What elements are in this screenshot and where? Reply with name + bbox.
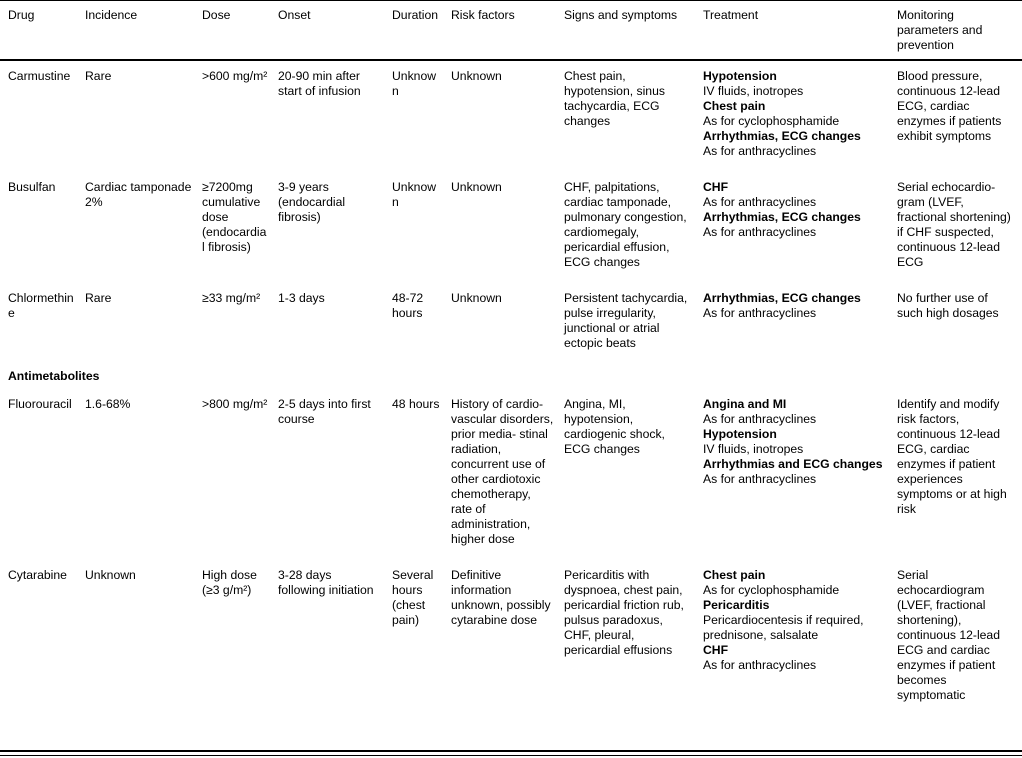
treatment-action: As for anthracyclines bbox=[703, 306, 817, 320]
treatment-condition: Chest pain bbox=[703, 568, 766, 582]
cell-dose: High dose (≥3 g/m²) bbox=[202, 568, 257, 597]
cell-risk_factors: Unknown bbox=[451, 291, 502, 305]
column-header-dose: Dose bbox=[202, 8, 231, 22]
cell-dose: >600 mg/m² bbox=[202, 69, 268, 83]
treatment-action: As for cyclophosphamide bbox=[703, 114, 840, 128]
drug-row bbox=[0, 389, 1022, 560]
drug-row bbox=[0, 560, 1022, 716]
cell-duration: 48 hours bbox=[392, 397, 440, 411]
treatment-action: As for anthracyclines bbox=[703, 472, 817, 486]
treatment-action: Pericardiocentesis if required, prednisone, salsalate bbox=[703, 613, 864, 642]
treatment-condition: Arrhythmias, ECG changes bbox=[703, 129, 861, 143]
cell-incidence: Unknown bbox=[85, 568, 136, 582]
cell-duration: Unknown bbox=[392, 180, 437, 209]
cell-risk_factors: History of cardio-vascular disorders, prior media- stinal radiation, concurrent use of other cardiotoxic chemotherapy, rate of administration, higher dose bbox=[451, 397, 554, 546]
cell-onset: 20-90 min after start of infusion bbox=[278, 69, 361, 98]
header-row bbox=[0, 1, 1022, 61]
cell-treatment bbox=[703, 389, 897, 560]
treatment-condition: Angina and MI bbox=[703, 397, 787, 411]
cell-drug: Chlormethine bbox=[8, 291, 74, 320]
treatment-condition: Hypotension bbox=[703, 427, 777, 441]
cell-treatment bbox=[703, 560, 897, 716]
treatment-condition: CHF bbox=[703, 643, 729, 657]
cell-signs_symptoms: Persistent tachycardia, pulse irregularity, junctional or atrial ectopic beats bbox=[564, 291, 688, 350]
cell-signs_symptoms: Angina, MI, hypotension, cardiogenic shock, ECG changes bbox=[564, 397, 665, 456]
column-header-drug: Drug bbox=[8, 8, 35, 22]
cell-incidence: Cardiac tamponade 2% bbox=[85, 180, 192, 209]
table-header bbox=[0, 1, 1022, 61]
cell-duration: Several hours (chest pain) bbox=[392, 568, 434, 627]
cell-onset: 3-28 days following initiation bbox=[278, 568, 374, 597]
cell-incidence: Rare bbox=[85, 291, 112, 305]
cell-dose: >800 mg/m² bbox=[202, 397, 268, 411]
section-row bbox=[0, 364, 1022, 389]
cell-signs_symptoms: Chest pain, hypotension, sinus tachycardia, ECG changes bbox=[564, 69, 665, 128]
cell-incidence: Rare bbox=[85, 69, 112, 83]
treatment-action: As for cyclophosphamide bbox=[703, 583, 840, 597]
cell-treatment bbox=[703, 172, 897, 283]
column-header-risk_factors: Risk factors bbox=[451, 8, 515, 22]
cell-incidence: 1.6-68% bbox=[85, 397, 131, 411]
cell-monitoring: Serial echocardio-gram (LVEF, fractional shortening) if CHF suspected, continuous 12-lead ECG bbox=[897, 180, 1011, 269]
treatment-condition: Pericarditis bbox=[703, 598, 770, 612]
treatment-action: As for anthracyclines bbox=[703, 225, 817, 239]
cell-risk_factors: Definitive information unknown, possibly cytarabine dose bbox=[451, 568, 551, 627]
cell-onset: 2-5 days into first course bbox=[278, 397, 371, 426]
treatment-condition: CHF bbox=[703, 180, 729, 194]
cell-drug: Busulfan bbox=[8, 180, 56, 194]
cell-risk_factors: Unknown bbox=[451, 69, 502, 83]
cell-duration: Unknown bbox=[392, 69, 437, 98]
cell-treatment bbox=[703, 60, 897, 172]
treatment-action: IV fluids, inotropes bbox=[703, 84, 804, 98]
cell-dose: ≥33 mg/m² bbox=[202, 291, 261, 305]
section-header: Antimetabolites bbox=[8, 369, 100, 383]
drug-row bbox=[0, 60, 1022, 172]
treatment-condition: Arrhythmias and ECG changes bbox=[703, 457, 883, 471]
treatment-condition: Arrhythmias, ECG changes bbox=[703, 291, 861, 305]
treatment-action: As for anthracyclines bbox=[703, 195, 817, 209]
drug-row bbox=[0, 172, 1022, 283]
column-header-incidence: Incidence bbox=[85, 8, 138, 22]
cell-drug: Fluorouracil bbox=[8, 397, 72, 411]
column-header-monitoring: Monitoring parameters and prevention bbox=[897, 8, 983, 52]
cell-monitoring: No further use of such high dosages bbox=[897, 291, 999, 320]
treatment-condition: Hypotension bbox=[703, 69, 777, 83]
cell-onset: 1-3 days bbox=[278, 291, 325, 305]
treatment-action: As for anthracyclines bbox=[703, 144, 817, 158]
table-bottom-rule bbox=[0, 750, 1022, 756]
column-header-duration: Duration bbox=[392, 8, 439, 22]
cell-onset: 3-9 years (endocardial fibrosis) bbox=[278, 180, 346, 224]
cell-treatment bbox=[703, 283, 897, 364]
column-header-signs_symptoms: Signs and symptoms bbox=[564, 8, 678, 22]
cell-monitoring: Identify and modify risk factors, continuous 12-lead ECG, cardiac enzymes if patient experiences symptoms or at high risk bbox=[897, 397, 1007, 516]
cell-drug: Cytarabine bbox=[8, 568, 67, 582]
cell-monitoring: Serial echocardiogram (LVEF, fractional shortening), continuous 12-lead ECG and cardiac enzymes if patient becomes symptomatic bbox=[897, 568, 1000, 702]
cell-signs_symptoms: Pericarditis with dyspnoea, chest pain, pericardial friction rub, pulsus paradoxus, CHF, pleural, pericardial effusions bbox=[564, 568, 684, 657]
cell-monitoring: Blood pressure, continuous 12-lead ECG, cardiac enzymes if patients exhibit symptoms bbox=[897, 69, 1002, 143]
treatment-action: IV fluids, inotropes bbox=[703, 442, 804, 456]
treatment-condition: Arrhythmias, ECG changes bbox=[703, 210, 861, 224]
column-header-treatment: Treatment bbox=[703, 8, 759, 22]
cell-risk_factors: Unknown bbox=[451, 180, 502, 194]
cell-duration: 48-72 hours bbox=[392, 291, 424, 320]
cell-dose: ≥7200mg cumulative dose (endocardia l fibrosis) bbox=[202, 180, 267, 254]
treatment-action: As for anthracyclines bbox=[703, 412, 817, 426]
treatment-condition: Chest pain bbox=[703, 99, 766, 113]
column-header-onset: Onset bbox=[278, 8, 311, 22]
treatment-action: As for anthracyclines bbox=[703, 658, 817, 672]
cell-drug: Carmustine bbox=[8, 69, 71, 83]
cell-signs_symptoms: CHF, palpitations, cardiac tamponade, pulmonary congestion, cardiomegaly, pericardial effusion, ECG changes bbox=[564, 180, 687, 269]
table-body bbox=[0, 60, 1022, 716]
drug-row bbox=[0, 283, 1022, 364]
